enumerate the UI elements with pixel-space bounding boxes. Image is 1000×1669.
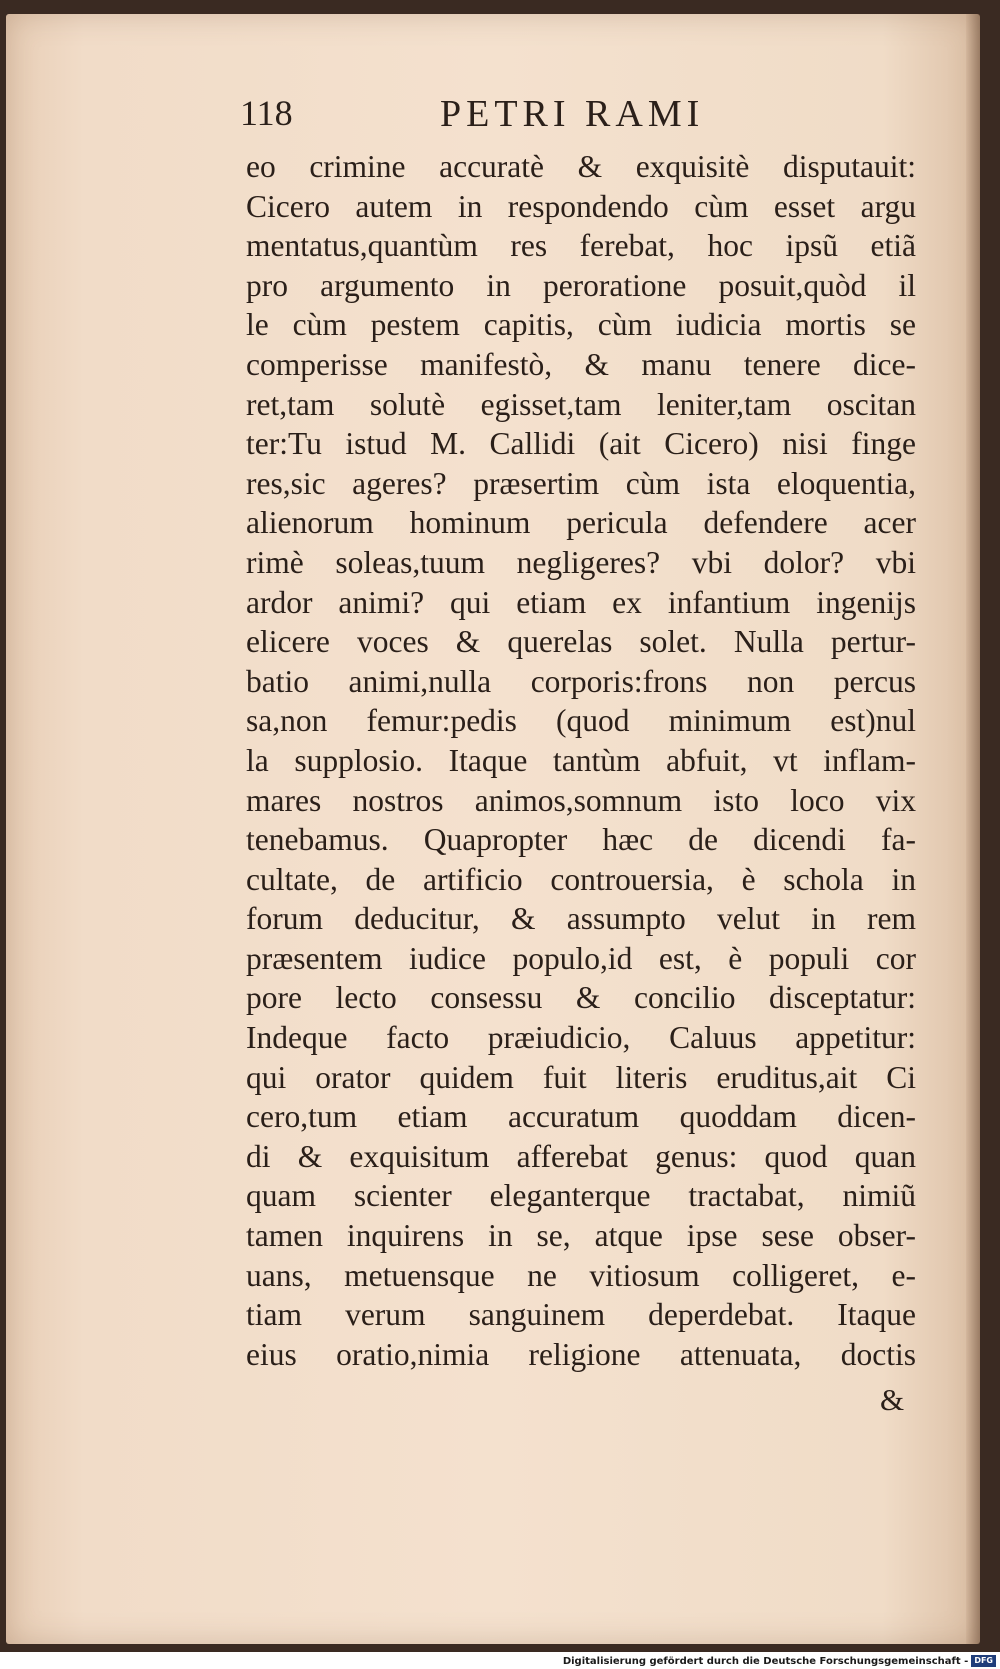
text-line: præsentem iudice populo,id est, è populi cor [246, 940, 916, 976]
text-line: eius oratio,nimia religione attenuata, doctis [246, 1336, 916, 1372]
text-line: cultate, de artificio controuersia, è schola in [246, 861, 916, 897]
text-line: Cicero autem in respondendo cùm esset argu [246, 188, 916, 224]
text-line: di & exquisitum afferebat genus: quod quan [246, 1138, 916, 1174]
text-line: rimè soleas,tuum negligeres? vbi dolor? vbi [246, 544, 916, 580]
digitization-footer [563, 1655, 996, 1667]
text-line: alienorum hominum pericula defendere acer [246, 505, 916, 541]
text-line: la supplosio. Itaque tantùm abfuit, vt inflam- [246, 742, 916, 778]
text-line: pro argumento in peroratione posuit,quòd il [246, 267, 916, 303]
text-line: cero,tum etiam accuratum quoddam dicen- [246, 1099, 916, 1135]
text-line: uans, metuensque ne vitiosum colligeret, e- [246, 1257, 916, 1293]
text-line: elicere voces & querelas solet. Nulla pertur- [246, 624, 916, 660]
text-line: forum deducitur, & assumpto velut in rem [246, 901, 916, 937]
text-line: tenebamus. Quapropter hæc de dicendi fa- [246, 822, 916, 858]
text-line: mentatus,quantùm res ferebat, hoc ipsũ etiã [246, 228, 916, 264]
page-number: 118 [240, 93, 293, 133]
text-line: Indeque facto præiudicio, Caluus appetitur: [246, 1020, 916, 1056]
footer-credit: Digitalisierung gefördert durch die Deutsche Forschungsgemeinschaft - [562, 1655, 969, 1667]
text-line: ardor animi? qui etiam ex infantium ingenijs [246, 584, 916, 620]
text-line: comperisse manifestò, & manu tenere dice- [246, 346, 916, 382]
page-header [240, 92, 740, 142]
text-line: ret,tam solutè egisset,tam leniter,tam oscitan [246, 386, 916, 422]
text-line: res,sic ageres? præsertim cùm ista eloquentia, [246, 465, 916, 501]
text-line: qui orator quidem fuit literis eruditus,ait Ci [246, 1059, 916, 1095]
text-line: tamen inquirens in se, atque ipse sese obser- [246, 1218, 916, 1254]
text-line: sa,non femur:pedis (quod minimum est)nul [246, 703, 916, 739]
body-text [246, 147, 916, 1374]
text-line: tiam verum sanguinem deperdebat. Itaque [246, 1297, 916, 1333]
text-line: pore lecto consessu & concilio disceptatur: [246, 980, 916, 1016]
dfg-logo: DFG [971, 1655, 996, 1667]
text-line: ter:Tu istud M. Callidi (ait Cicero) nisi finge [246, 426, 916, 462]
catchword: & [880, 1382, 905, 1417]
page-edge-shadow [966, 14, 980, 1644]
running-head: PETRI RAMI [440, 93, 705, 135]
text-line: batio animi,nulla corporis:frons non percus [246, 663, 916, 699]
text-line: quam scienter eleganterque tractabat, nimiũ [246, 1178, 916, 1214]
text-line: mares nostros animos,somnum isto loco vix [246, 782, 916, 818]
text-line: le cùm pestem capitis, cùm iudicia mortis se [246, 307, 916, 343]
text-line: eo crimine accuratè & exquisitè disputauit: [246, 149, 916, 184]
